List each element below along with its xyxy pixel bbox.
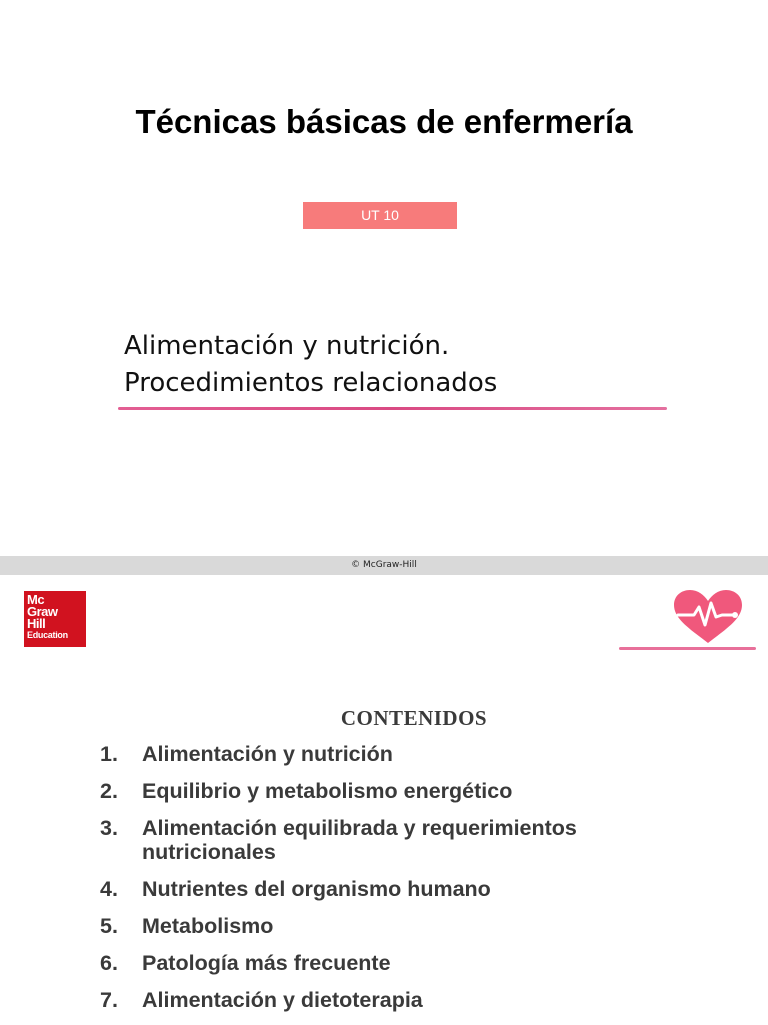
list-item: [100, 816, 700, 864]
item-number: 7.: [100, 988, 118, 1012]
item-number: 4.: [100, 877, 118, 901]
item-number: 6.: [100, 951, 118, 975]
mcgraw-hill-logo: [24, 591, 86, 647]
item-number: 2.: [100, 779, 118, 803]
logo-line-4: Education: [27, 630, 68, 640]
item-text: Patología más frecuente: [142, 951, 391, 975]
item-text: Metabolismo: [142, 914, 274, 938]
item-text: Alimentación equilibrada y requerimientos nutricionales: [142, 816, 577, 864]
item-text: Alimentación y nutrición: [142, 742, 393, 766]
subtitle-underline: [118, 407, 667, 410]
item-number: 3.: [100, 816, 118, 840]
contents-list: [100, 742, 700, 1025]
slide-subtitle: [124, 328, 497, 402]
item-text: Nutrientes del organismo humano: [142, 877, 491, 901]
list-item: [100, 779, 700, 803]
logo-line-3: Hill: [27, 616, 46, 631]
slide-title: Técnicas básicas de enfermería: [135, 103, 633, 140]
item-number: 1.: [100, 742, 118, 766]
contents-heading: CONTENIDOS: [340, 706, 488, 730]
item-text: Equilibrio y metabolismo energético: [142, 779, 513, 803]
logo-line-2: Graw: [27, 604, 58, 619]
item-text: Alimentación y dietoterapia: [142, 988, 423, 1012]
list-item: [100, 914, 700, 938]
item-number: 5.: [100, 914, 118, 938]
logo-line-1: Mc: [27, 592, 45, 607]
heart-underline: [619, 647, 756, 650]
list-item: [100, 742, 700, 766]
subtitle-line-1: Alimentación y nutrición.: [124, 331, 450, 361]
list-item: [100, 951, 700, 975]
copyright-footer: © McGraw-Hill: [0, 556, 768, 575]
contents-slide: [0, 575, 768, 1024]
unit-badge: UT 10: [303, 202, 457, 229]
heartbeat-icon: [672, 589, 744, 645]
subtitle-line-2: Procedimientos relacionados: [124, 368, 498, 398]
list-item: [100, 877, 700, 901]
list-item: [100, 988, 700, 1012]
